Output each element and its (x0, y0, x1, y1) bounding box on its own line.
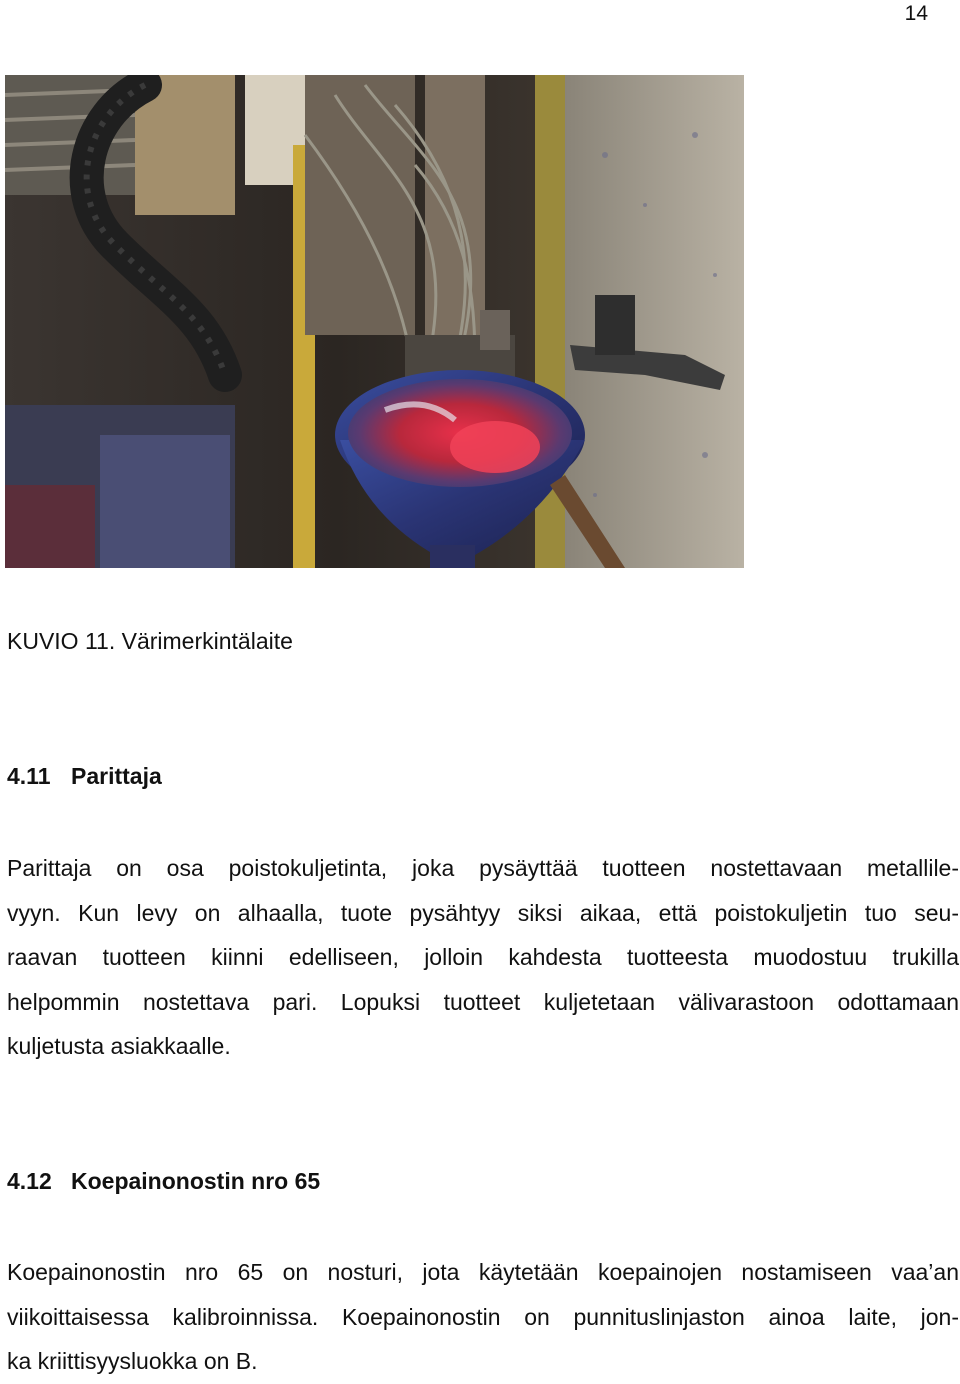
paragraph-line: vyyn. Kun levy on alhaalla, tuote pysähtyy siksi aikaa, että poistokuljetin tuo seu- (7, 899, 959, 926)
paragraph-line: kuljetusta asiakkaalle. (7, 1033, 231, 1059)
figure-caption: KUVIO 11. Värimerkintälaite (7, 628, 293, 654)
section-heading-4-11 (7, 763, 162, 790)
paragraph-line: raavan tuotteen kiinni edelliseen, jolloin kahdesta tuotteesta muodostuu trukilla (7, 944, 959, 970)
section-number: 4.11 (7, 763, 51, 789)
paint-marking-device-photo (5, 75, 744, 568)
section-4-12-paragraph (7, 1250, 959, 1384)
page-number: 14 (904, 2, 928, 25)
paragraph-line: Koepainonostin nro 65 on nosturi, jota käytetään koepainojen nostamiseen vaa’an (7, 1259, 959, 1285)
section-title: Parittaja (71, 763, 162, 789)
paragraph-line: viikoittaisessa kalibroinnissa. Koepainonostin on punnituslinjaston ainoa laite, jon- (7, 1303, 959, 1330)
paragraph-line: Parittaja on osa poistokuljetinta, joka pysäyttää tuotteen nostettavaan metallile- (7, 855, 959, 881)
section-title: Koepainonostin nro 65 (71, 1168, 321, 1194)
paragraph-line: ka kriittisyysluokka on B. (7, 1348, 258, 1374)
section-4-11-paragraph (7, 846, 959, 1069)
section-heading-4-12 (7, 1168, 320, 1195)
section-number: 4.12 (7, 1168, 52, 1194)
paragraph-line: helpommin nostettava pari. Lopuksi tuotteet kuljetetaan välivarastoon odottamaan (7, 988, 959, 1015)
